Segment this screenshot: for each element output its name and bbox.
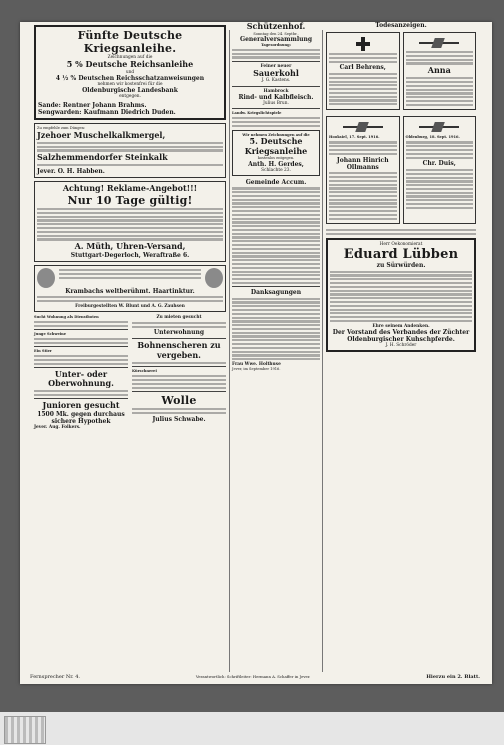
ad-text: Oldenburgische Landesbank: [82, 87, 178, 95]
cross-icon: [356, 37, 370, 51]
plane-icon: [343, 122, 383, 132]
page-footer: [30, 674, 480, 680]
ad-title: Sauerkohl: [253, 67, 299, 78]
ad-text: Sucht Wohnung als Dienstboten: [34, 315, 99, 320]
footer-mid: Verantwortlich: Schriftleiter: Hermann A. Schaffer in Jever.: [195, 674, 311, 679]
text-block: [37, 164, 223, 166]
ad-text: Jever. Aug. Folkers.: [34, 424, 81, 430]
ad-text: Hooksiel, 17. Sept. 1916.: [329, 135, 380, 140]
text-block: [329, 53, 397, 63]
haartinktur-ad: [34, 265, 226, 312]
ad-text: 5 % Deutsche Reichsanleihe: [66, 59, 194, 70]
ad-text: Der Vorstand des Verbandes der Züchter Oldenburgischer Kuhschpferde.: [332, 328, 470, 343]
ad-text: Sengwarden: Kaufmann Diedrich Duden.: [38, 109, 176, 117]
luebben-obituary: [326, 238, 476, 352]
ad-text: Stuttgart-Degerloch, Weraftraße 6.: [70, 251, 190, 259]
ad-text: Oldenburg, 18. Sept. 1916.: [405, 135, 460, 140]
ad-text: Hambrock: [263, 88, 289, 94]
obituary-name: Chr. Duis,: [422, 160, 456, 168]
text-block: [329, 73, 397, 105]
ad-text: Sonntag den 24. Septbr.,: [253, 31, 299, 36]
text-block: [37, 208, 223, 240]
ad-text: kostenlos entgegen.: [257, 156, 295, 161]
ad-title: Achtung! Reklame-Angebot!!!: [62, 183, 198, 194]
ad-text: Sande: Rentner Johann Brahms.: [38, 102, 147, 110]
ad-title: Jzehoer Muschelkalkmergel,: [37, 129, 166, 140]
column-divider: [322, 30, 323, 672]
text-block: [37, 296, 223, 302]
ad-title: Generalversammlung: [239, 35, 313, 43]
duenger-ad: [34, 123, 226, 178]
ad-text: und: [125, 69, 135, 75]
ad-text: Frau Wwe. Holthuse: [232, 361, 281, 367]
obituary: [403, 32, 477, 110]
library-logo-icon: [4, 716, 46, 744]
text-block: [232, 298, 320, 361]
scan-strip: [0, 712, 504, 745]
obituary: [326, 116, 400, 224]
ad-text: nehmen wir kostenfrei für die: [97, 81, 163, 87]
obituary: [403, 116, 477, 224]
text-block: [326, 229, 476, 235]
text-block: [406, 77, 474, 106]
ad-text: Zu empfehle zum Düngen:: [37, 126, 86, 131]
footer-left: Fernsprecher Nr. 4.: [30, 674, 81, 680]
text-block: [34, 355, 128, 365]
ad-text: Schlachte 23.: [261, 167, 291, 173]
obituary-name: Eduard Lübben: [343, 247, 459, 263]
text-block: [59, 268, 201, 288]
ad-text: Krambachs weltberühmt. Haartinktur.: [65, 287, 195, 295]
ad-title: Bohnenscheren zu vergeben.: [137, 340, 221, 360]
ad-text: entgegen.: [119, 94, 141, 100]
text-block: [232, 187, 320, 284]
ad-title: 5. Deutsche Kriegsanleihe: [244, 136, 308, 156]
ad-title: Gemeinde Accum.: [245, 178, 307, 186]
text-block: [37, 142, 223, 152]
ad-title: Nur 10 Tage gültig!: [67, 193, 193, 207]
obituary-name: Carl Behrens,: [339, 64, 386, 72]
plane-icon: [419, 122, 459, 132]
ad-title: Unter- oder Oberwohnung.: [48, 368, 114, 389]
obituary: [326, 32, 400, 110]
text-block: [34, 338, 128, 344]
text-block: [232, 49, 320, 59]
portrait-image: [37, 268, 55, 288]
portrait-row: [37, 268, 223, 288]
ad-title: Wolle: [161, 393, 197, 407]
text-block: [406, 51, 474, 65]
reklame-ad: [34, 181, 226, 262]
text-block: [132, 322, 226, 328]
ad-text: J. H. Schröder: [385, 342, 417, 348]
obituaries-bottom: [326, 113, 476, 227]
ad-text: Zu mieten gesucht: [156, 315, 202, 321]
ad-text: Julius Schwabe.: [152, 415, 206, 423]
ad-text: 4 ½ % Deutschen Reichsschatzanweisungen: [55, 74, 205, 82]
right-column: [326, 22, 476, 355]
ad-text: Feiner neuer: [260, 63, 292, 69]
anleihe-box: [232, 130, 320, 176]
small-ads: [34, 315, 226, 430]
text-block: [330, 271, 472, 322]
ad-title: Danksagungen: [250, 289, 302, 297]
ad-title: Unterwohnung: [153, 329, 205, 337]
text-block: [132, 362, 226, 364]
ad-text: Zeichnungen auf die: [107, 55, 153, 60]
small-ads-right: [132, 315, 226, 430]
text-block: [132, 375, 226, 389]
ad-text: Freiburgestellten W. Blunt und A. G. Zauhsen: [75, 303, 185, 309]
footer-right: Hierzu ein 2. Blatt.: [426, 674, 480, 680]
ad-text: Landw. Kriegslichtspiele: [232, 110, 282, 115]
ad-title: Fünfte Deutsche Kriegsanleihe.: [77, 29, 183, 55]
plane-icon: [419, 38, 459, 48]
column-divider: [229, 30, 230, 672]
ad-text: Jever, im September 1916.: [232, 367, 281, 372]
text-block: [329, 141, 397, 155]
kriegsanleihe-ad: [34, 25, 226, 120]
ad-text: Julius Brun.: [263, 100, 289, 106]
ad-text: Ein Stier: [34, 348, 52, 353]
small-ads-left: [34, 315, 128, 430]
ad-text: Anth. H. Gerdes,: [248, 160, 304, 168]
ad-text: zu Sürwürden.: [376, 262, 426, 270]
ad-title: Schützenhof.: [246, 21, 306, 31]
ad-text: Herr Oekonomierat: [379, 241, 423, 247]
obituary-name: Johann Hinrich Ollmanns: [336, 156, 389, 171]
text-block: [34, 390, 128, 396]
text-block: [406, 169, 474, 209]
portrait-image: [205, 268, 223, 288]
left-column: [34, 22, 226, 430]
text-block: [34, 321, 128, 327]
text-block: [329, 172, 397, 220]
ad-text: Kürschnerei: [132, 369, 157, 374]
text-block: [232, 117, 320, 127]
text-block: [406, 141, 474, 158]
ad-text: Ehre seinem Andenken.: [372, 323, 430, 329]
ad-text: Wir nehmen Zeichnungen auf die: [242, 132, 310, 137]
middle-column: [232, 22, 320, 372]
ad-title: Rind- und Kalbfleisch.: [238, 93, 314, 101]
text-block: [132, 408, 226, 414]
ad-text: 1500 Mk. gegen durchaus sichere Hypothek: [37, 410, 125, 425]
ad-text: Jever. O. H. Habben.: [37, 168, 105, 176]
obituaries-top: [326, 29, 476, 113]
ad-text: J. G. Kastens.: [261, 78, 291, 84]
ad-title: A. Müth, Uhren-Versand,: [74, 241, 186, 252]
ad-text: Tagesordnung:: [261, 42, 291, 47]
section-title: Todesanzeigen.: [375, 22, 427, 29]
ad-text: Junge Schweine: [34, 331, 67, 336]
ad-title: Salzhemmendorfer Steinkalk: [37, 152, 168, 163]
obituary-name: Anna: [427, 65, 451, 76]
ad-title: Junioren gesucht: [42, 400, 120, 411]
